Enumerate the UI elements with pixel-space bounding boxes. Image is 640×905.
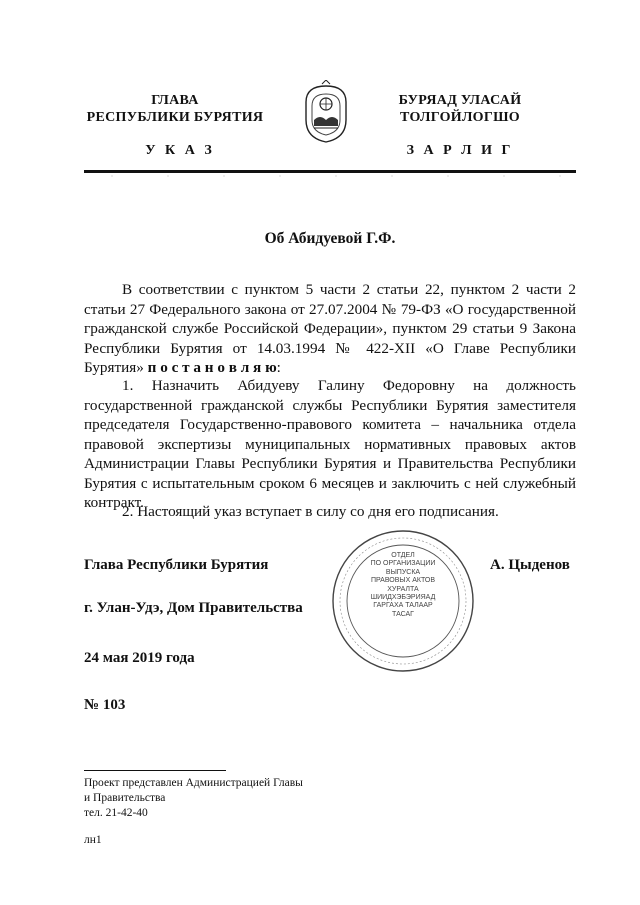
stamp-line: ШИИДХЭБЭРИЯАД bbox=[370, 594, 436, 602]
coat-of-arms-icon bbox=[300, 80, 352, 146]
stamp-text bbox=[360, 552, 446, 619]
footnote-line1: Проект представлен Администрацией Главы bbox=[84, 777, 303, 789]
footnote-line3: тел. 21-42-40 bbox=[84, 807, 148, 819]
stamp-line: ПРАВОВЫХ АКТОВ bbox=[370, 577, 436, 585]
header-left-line2: РЕСПУБЛИКИ БУРЯТИЯ bbox=[86, 110, 264, 125]
stamp-line: ОТДЕЛ bbox=[391, 552, 415, 559]
stamp-line: ГАРГАХА ТАЛААР bbox=[373, 602, 433, 610]
decree-word: п о с т а н о в л я ю bbox=[147, 359, 277, 376]
header-right bbox=[370, 92, 550, 126]
footnote bbox=[84, 776, 303, 848]
header-dotted-line bbox=[84, 174, 576, 178]
doc-type-right: З А Р Л И Г bbox=[406, 143, 514, 158]
header-left bbox=[80, 92, 270, 126]
stamp-line: ВЫПУСКА bbox=[385, 568, 421, 576]
header-left-line1: ГЛАВА bbox=[151, 93, 199, 108]
preamble-text: В соответствии с пунктом 5 части 2 статьи 22, пунктом 2 части 2 статьи 27 Федерального закона от 27.07.2004 № 79-ФЗ «О государственной гражданской службе Российской Федерации», пунктом 29 статьи 9 Закона Республики Бурятия от 14.03.1994 № 422-XII «О Главе Республики Бурятия» bbox=[84, 281, 576, 376]
footnote-line2: и Правительства bbox=[84, 792, 166, 804]
signature-name: А. Цыденов bbox=[490, 557, 570, 573]
header-right-line2: ТОЛГОЙЛОГШО bbox=[400, 110, 520, 125]
signature-position: Глава Республики Бурятия bbox=[84, 557, 269, 573]
stamp-line: ПО ОРГАНИЗАЦИИ bbox=[370, 560, 436, 568]
item-1-paragraph bbox=[84, 376, 576, 513]
item-1-text: 1. Назначить Абидуеву Галину Федоровну на должность государственной гражданской службы Республики Бурятия заместителя председателя Государственно-правового комитета – начальника отдела правовой экспертизы муниципальных нормативных правовых актов Администрации Главы Республики Бурятия и Правительства Республики Бурятия с испытательным сроком 6 месяцев и заключить с ней служебный контракт. bbox=[84, 377, 576, 511]
round-stamp-icon bbox=[330, 528, 476, 674]
item-2-paragraph bbox=[84, 502, 576, 522]
header-right-line1: БУРЯАД УЛАСАЙ bbox=[398, 93, 522, 108]
header-divider bbox=[84, 170, 576, 173]
stamp-line: ХУРАЛТА bbox=[387, 585, 419, 593]
doc-type-left: У К А З bbox=[145, 143, 215, 158]
footnote-divider bbox=[84, 770, 226, 771]
document-title: Об Абидуевой Г.Ф. bbox=[264, 230, 396, 247]
stamp-line: ТАСАГ bbox=[392, 610, 414, 618]
item-2-text: 2. Настоящий указ вступает в силу со дня его подписания. bbox=[122, 503, 499, 520]
decree-colon: : bbox=[276, 359, 281, 376]
footnote-initials: лн1 bbox=[84, 834, 102, 846]
preamble-paragraph bbox=[84, 280, 576, 378]
issue-date: 24 мая 2019 года bbox=[84, 650, 195, 666]
decree-number: № 103 bbox=[84, 697, 126, 713]
issue-place: г. Улан-Удэ, Дом Правительства bbox=[84, 600, 303, 616]
